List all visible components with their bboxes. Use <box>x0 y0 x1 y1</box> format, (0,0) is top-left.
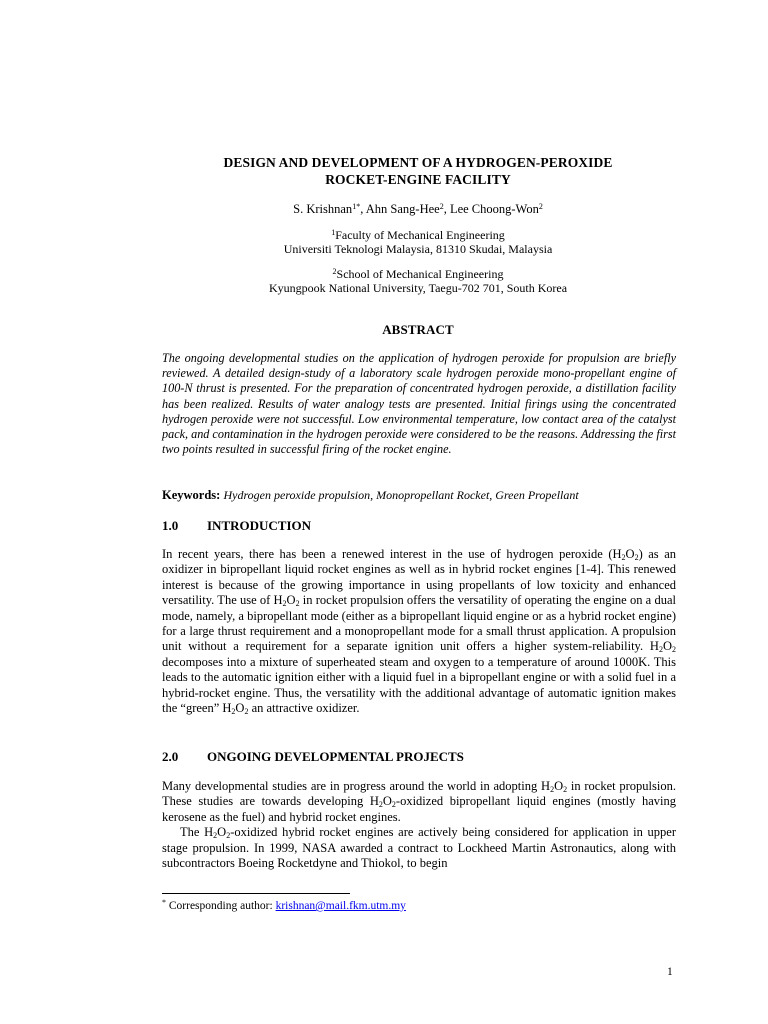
title-line-2: ROCKET-ENGINE FACILITY <box>325 172 511 187</box>
affiliation-2-mark: 2 <box>332 267 337 276</box>
author-3: , Lee Choong-Won <box>443 202 539 216</box>
affiliation-2 <box>0 267 768 295</box>
footnote-mark: * <box>162 898 166 907</box>
author-list <box>0 202 768 217</box>
title-line-1: DESIGN AND DEVELOPMENT OF A HYDROGEN-PEROXIDE <box>223 155 613 170</box>
affiliation-1-dept: Faculty of Mechanical Engineering <box>335 228 505 242</box>
affiliation-2-dept: School of Mechanical Engineering <box>336 267 504 281</box>
paper-title <box>0 154 768 188</box>
footnote-text: Corresponding author: <box>166 900 276 912</box>
affiliation-2-address: Kyungpook National University, Taegu-702 701, South Korea <box>268 281 568 295</box>
author-1: S. Krishnan <box>293 202 353 216</box>
author-1-mark: 1* <box>352 202 361 211</box>
keywords-text: Hydrogen peroxide propulsion, Monopropellant Rocket, Green Propellant <box>223 488 579 502</box>
footnote <box>162 899 406 913</box>
author-2-mark: 2 <box>439 202 444 211</box>
section-number: 2.0 <box>162 749 179 764</box>
footnote-rule <box>162 893 350 894</box>
keywords-label: Keywords: <box>162 488 221 502</box>
author-email-link[interactable]: krishnan@mail.fkm.utm.my <box>275 900 406 912</box>
author-3-mark: 2 <box>538 202 543 211</box>
keywords <box>162 488 579 503</box>
section-heading-introduction <box>162 518 311 533</box>
abstract-heading: ABSTRACT <box>382 322 454 337</box>
section-title: INTRODUCTION <box>207 518 312 533</box>
section-title: ONGOING DEVELOPMENTAL PROJECTS <box>207 749 464 764</box>
affiliation-1 <box>0 228 768 256</box>
affiliation-1-mark: 1 <box>331 228 336 237</box>
affiliation-1-address: Universiti Teknologi Malaysia, 81310 Skudai, Malaysia <box>283 242 553 256</box>
projects-paragraph: Many developmental studies are in progress around the world in adopting $H_2O_2$ in rocket propulsion. These studies are towards developing $H_2O_2$-oxidized bipropellant liquid engines (mostly having kerosene as the fuel) and hybrid rocket engines. The $H_2O_2$-oxidized hybrid rocket engines are actively being considered for application in upper stage propulsion. In 1999, NASA awarded a contract to Lockheed Martin Astronautics, along with subcontractors Boeing Rocketdyne and Thiokol, to begin <box>162 779 676 871</box>
introduction-paragraph: In recent years, there has been a renewed interest in the use of hydrogen peroxide $(H_2O_2)$ as an oxidizer in bipropellant liquid rocket engines as well as in hybrid rocket engines [1-4]. This renewed interest is because of the growing importance in using propellants of low toxicity and enhanced versatility. The use of $H_2O_2$ in rocket propulsion offers the versatility of operating the engine on a dual mode, namely, a bipropellant mode (either as a bipropellant liquid engine or as a hybrid rocket engine) for a large thrust requirement and a monopropellant mode for a small thrust application. A propulsion unit without a requirement for a separate ignition unit offers a higher system-reliability. $H_2O_2$ decomposes into a mixture of superheated steam and oxygen to a temperature of around 1000K. This leads to the automatic ignition either with a liquid fuel in a bipropellant engine or with a solid fuel in a hybrid-rocket engine. Thus, the versatility with the additional advantage of automatic ignition makes the “green” $H_2O_2$ an attractive oxidizer. <box>162 547 676 717</box>
page-number: 1 <box>667 966 673 978</box>
projects-paragraph-2: The $H_2O_2$-oxidized hybrid rocket engines are actively being considered for application in upper stage propulsion. In 1999, NASA awarded a contract to Lockheed Martin Astronautics, along with subcontractors Boeing Rocketdyne and Thiokol, to begin <box>162 825 676 871</box>
abstract-text: The ongoing developmental studies on the application of hydrogen peroxide for propulsion are briefly reviewed. A detailed design-study of a laboratory scale hydrogen peroxide mono-propellant engine of 100-N thrust is presented. For the preparation of concentrated hydrogen peroxide, a distillation facility has been realized. Results of water analogy tests are presented. Initial firings using the concentrated hydrogen peroxide were not successful. Low environmental temperature, low contact area of the catalyst pack, and contamination in the hydrogen peroxide were considered to be the reasons. Addressing the first two points resulted in successful firing of the rocket engine. <box>162 351 676 457</box>
section-number: 1.0 <box>162 518 179 533</box>
author-2: , Ahn Sang-Hee <box>360 202 440 216</box>
section-heading-projects <box>162 749 464 764</box>
